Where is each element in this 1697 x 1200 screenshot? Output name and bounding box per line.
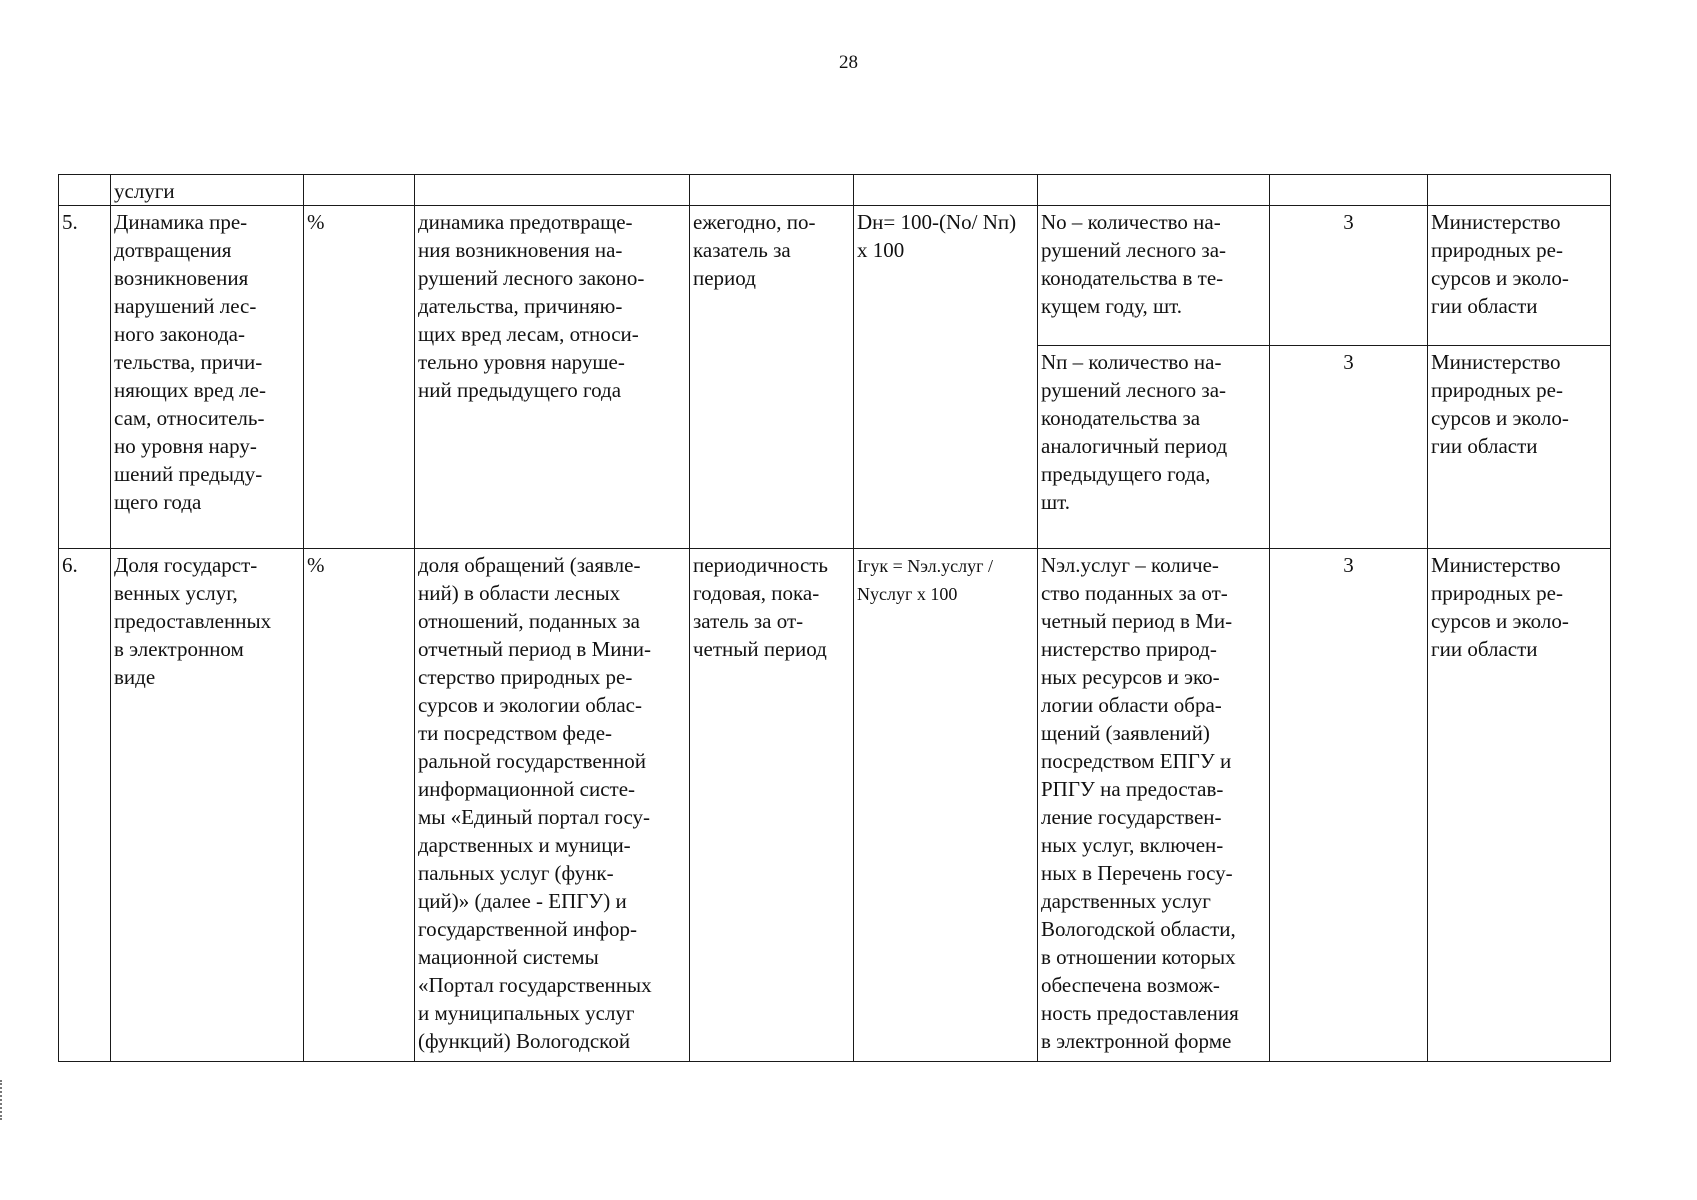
cell-periodicity [690,206,854,549]
formula: Iгук = Nэл.услуг / Nуслуг х 100 [857,556,994,604]
cell-param-description [1038,549,1270,1062]
cell-empty [304,175,415,206]
cell-empty [854,175,1038,206]
cell-name-continuation [111,175,304,206]
cell-responsible [1428,549,1611,1062]
indicator-name: Доля государст- венных услуг, предоставленных в электронном виде [114,553,272,689]
scan-margin-marks [0,1080,6,1120]
param-description: No – количество на- рушений лесного за- конодательства в те- кущем году, шт. [1041,210,1227,318]
cell-formula [854,206,1038,549]
cell-param-description [1038,206,1270,346]
param-description: Nп – количество на- рушений лесного за- конодательства за аналогичный период предыдущего года, шт. [1041,350,1228,514]
cell-empty [1428,175,1611,206]
definition: доля обращений (заявле- ний) в области лесных отношений, поданных за отчетный период в Мини- стерство природных ре- сурсов и экологии облас- ти посредством феде- ральной государственной информационной систе- мы «Единый портал госу- дарственных и муници- пальных услуг (функ- ций)» (далее - ЕПГУ) и государственной инфор- мационной системы «Портал государственных и муниципальных услуг (функций) Вологодской [418,553,652,1053]
cell-param-description [1038,346,1270,549]
cell-param-code [1270,206,1428,346]
cell-num-empty [59,175,111,206]
cell-unit [304,549,415,1062]
continuation-row [59,175,1611,206]
row-number: 5. [62,210,78,234]
cell-definition [415,549,690,1062]
cell-param-code [1270,549,1428,1062]
name-continuation-text: услуги [114,179,175,203]
cell-empty [415,175,690,206]
page-number: 28 [839,52,858,73]
indicator-row-6 [59,549,1611,1062]
row-number: 6. [62,553,78,577]
cell-formula [854,549,1038,1062]
indicator-name: Динамика пре- дотвращения возникновения нарушений лес- ного законода- тельства, причи- няющих вред ле- сам, относитель- но уровня нару- шений предыду- щего года [114,210,266,514]
cell-empty [690,175,854,206]
responsible: Министерство природных ре- сурсов и эколо- гии области [1431,210,1569,318]
periodicity: ежегодно, по- казатель за период [693,210,816,290]
param-code: 3 [1343,350,1354,374]
param-description: Nэл.услуг – количе- ство поданных за от- четный период в Ми- нистерство природ- ных ресурсов и эко- логии области обра- щений (заявлений) посредством ЕПГУ и РПГУ на предостав- ление государствен- ных услуг, включен- ных в Перечень госу- дарственных услуг Вологодской области, в отношении которых обеспечена возмож- ность предоставления в электронной форме [1041,553,1239,1053]
cell-indicator-name [111,206,304,549]
responsible: Министерство природных ре- сурсов и эколо- гии области [1431,350,1569,458]
cell-empty [1038,175,1270,206]
cell-periodicity [690,549,854,1062]
responsible: Министерство природных ре- сурсов и эколо- гии области [1431,553,1569,661]
indicator-row-5 [59,206,1611,346]
param-code: 3 [1343,210,1354,234]
cell-row-number [59,549,111,1062]
cell-unit [304,206,415,549]
unit: % [307,553,325,577]
cell-responsible [1428,206,1611,346]
cell-row-number [59,206,111,549]
formula: Dн= 100-(No/ Nп) х 100 [857,210,1017,262]
definition: динамика предотвраще- ния возникновения на- рушений лесного законо- дательства, причиняю- щих вред лесам, относи- тельно уровня наруше- ний предыдущего года [418,210,645,402]
param-code: 3 [1343,553,1354,577]
cell-definition [415,206,690,549]
cell-indicator-name [111,549,304,1062]
cell-responsible [1428,346,1611,549]
cell-param-code [1270,346,1428,549]
periodicity: периодичность годовая, пока- затель за от- четный период [693,553,829,661]
indicators-table [58,174,1611,1062]
cell-empty [1270,175,1428,206]
unit: % [307,210,325,234]
